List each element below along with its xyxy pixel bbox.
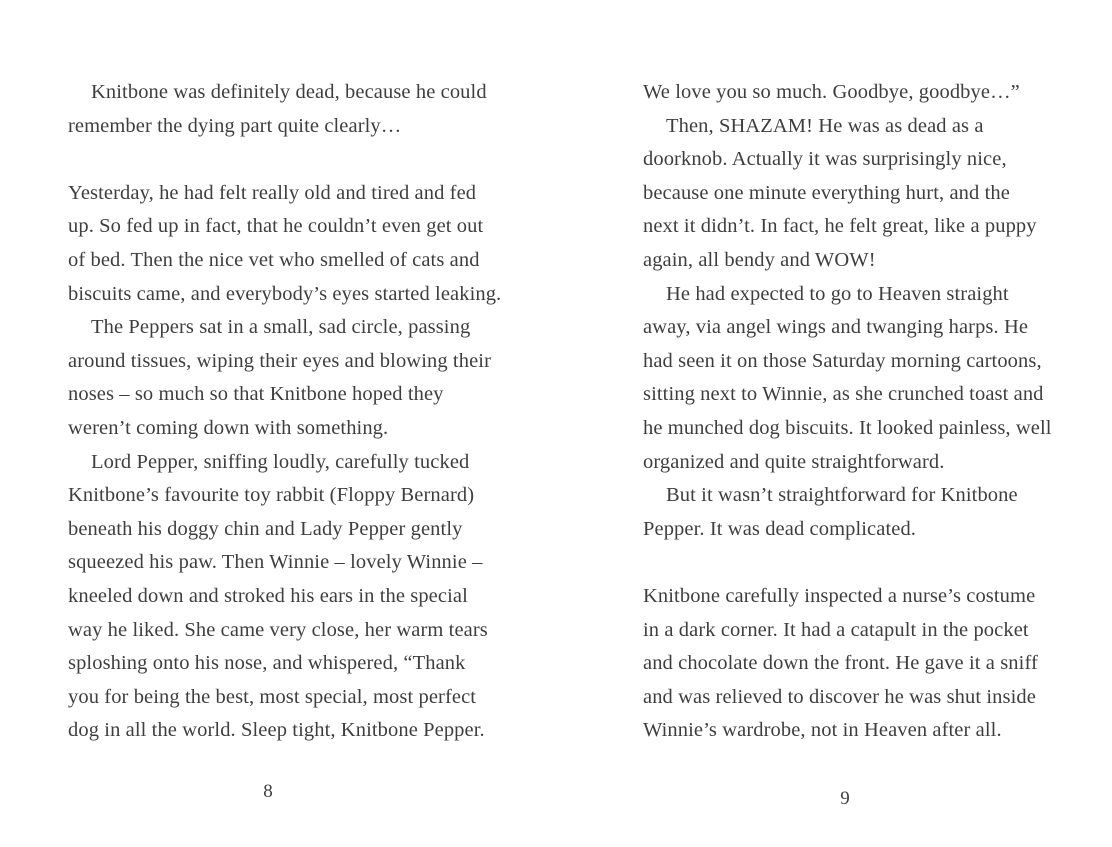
text-line: Then, SHAZAM! He was as dead as a (666, 114, 984, 137)
text-line: biscuits came, and everybody’s eyes started leaking. (68, 282, 502, 305)
text-line: organized and quite straightforward. (643, 450, 945, 473)
text-line: squeezed his paw. Then Winnie – lovely Winnie – (68, 551, 483, 574)
text-line: beneath his doggy chin and Lady Pepper gently (68, 517, 463, 540)
text-line: noses – so much so that Knitbone hoped they (68, 383, 444, 406)
text-line: Pepper. It was dead complicated. (643, 517, 917, 540)
text-line: you for being the best, most special, most perfect (68, 685, 477, 708)
text-line: in a dark corner. It had a catapult in the pocket (643, 618, 1029, 641)
blank-line (68, 143, 498, 177)
text-line: kneeled down and stroked his ears in the special (68, 584, 468, 607)
text-line: sitting next to Winnie, as she crunched toast and (643, 383, 1044, 406)
text-line: dog in all the world. Sleep tight, Knitbone Pepper. (68, 719, 485, 742)
text-line: Winnie’s wardrobe, not in Heaven after all. (643, 719, 1002, 742)
text-line: Knitbone carefully inspected a nurse’s costume (643, 584, 1036, 607)
text-line: because one minute everything hurt, and the (643, 181, 1010, 204)
text-line: up. So fed up in fact, that he couldn’t even get out (68, 215, 484, 238)
text-line: doorknob. Actually it was surprisingly nice, (643, 148, 1007, 171)
text-line: around tissues, wiping their eyes and blowing their (68, 349, 491, 372)
page-number-right: 9 (840, 788, 850, 809)
text-line: way he liked. She came very close, her warm tears (68, 618, 488, 641)
text-line: sploshing onto his nose, and whispered, “Thank (68, 652, 466, 675)
text-line: next it didn’t. In fact, he felt great, like a puppy (643, 215, 1037, 238)
text-line: had seen it on those Saturday morning cartoons, (643, 349, 1042, 372)
text-line: and was relieved to discover he was shut inside (643, 685, 1036, 708)
page-right-text (643, 76, 1053, 748)
page-number-left: 8 (263, 781, 273, 802)
text-line: weren’t coming down with something. (68, 416, 389, 439)
text-line: Knitbone’s favourite toy rabbit (Floppy Bernard) (68, 484, 475, 507)
text-line: remember the dying part quite clearly… (68, 114, 402, 137)
text-line: away, via angel wings and twanging harps. He (643, 316, 1029, 339)
text-line: We love you so much. Goodbye, goodbye…” (643, 81, 1020, 103)
blank-line (643, 546, 1053, 580)
text-line: Yesterday, he had felt really old and tired and fed (68, 181, 477, 204)
text-line: Knitbone was definitely dead, because he could (91, 81, 487, 103)
text-line: But it wasn’t straightforward for Knitbone (666, 484, 1018, 507)
text-line: of bed. Then the nice vet who smelled of cats and (68, 248, 480, 271)
text-line: Lord Pepper, sniffing loudly, carefully tucked (91, 450, 470, 473)
text-line: he munched dog biscuits. It looked painless, well (643, 416, 1052, 439)
text-line: The Peppers sat in a small, sad circle, passing (91, 316, 471, 339)
page-right (556, 0, 1112, 847)
text-line: again, all bendy and WOW! (643, 248, 876, 271)
text-line: and chocolate down the front. He gave it a sniff (643, 652, 1038, 675)
page-left-text (68, 76, 502, 748)
text-line: He had expected to go to Heaven straight (666, 282, 1009, 305)
